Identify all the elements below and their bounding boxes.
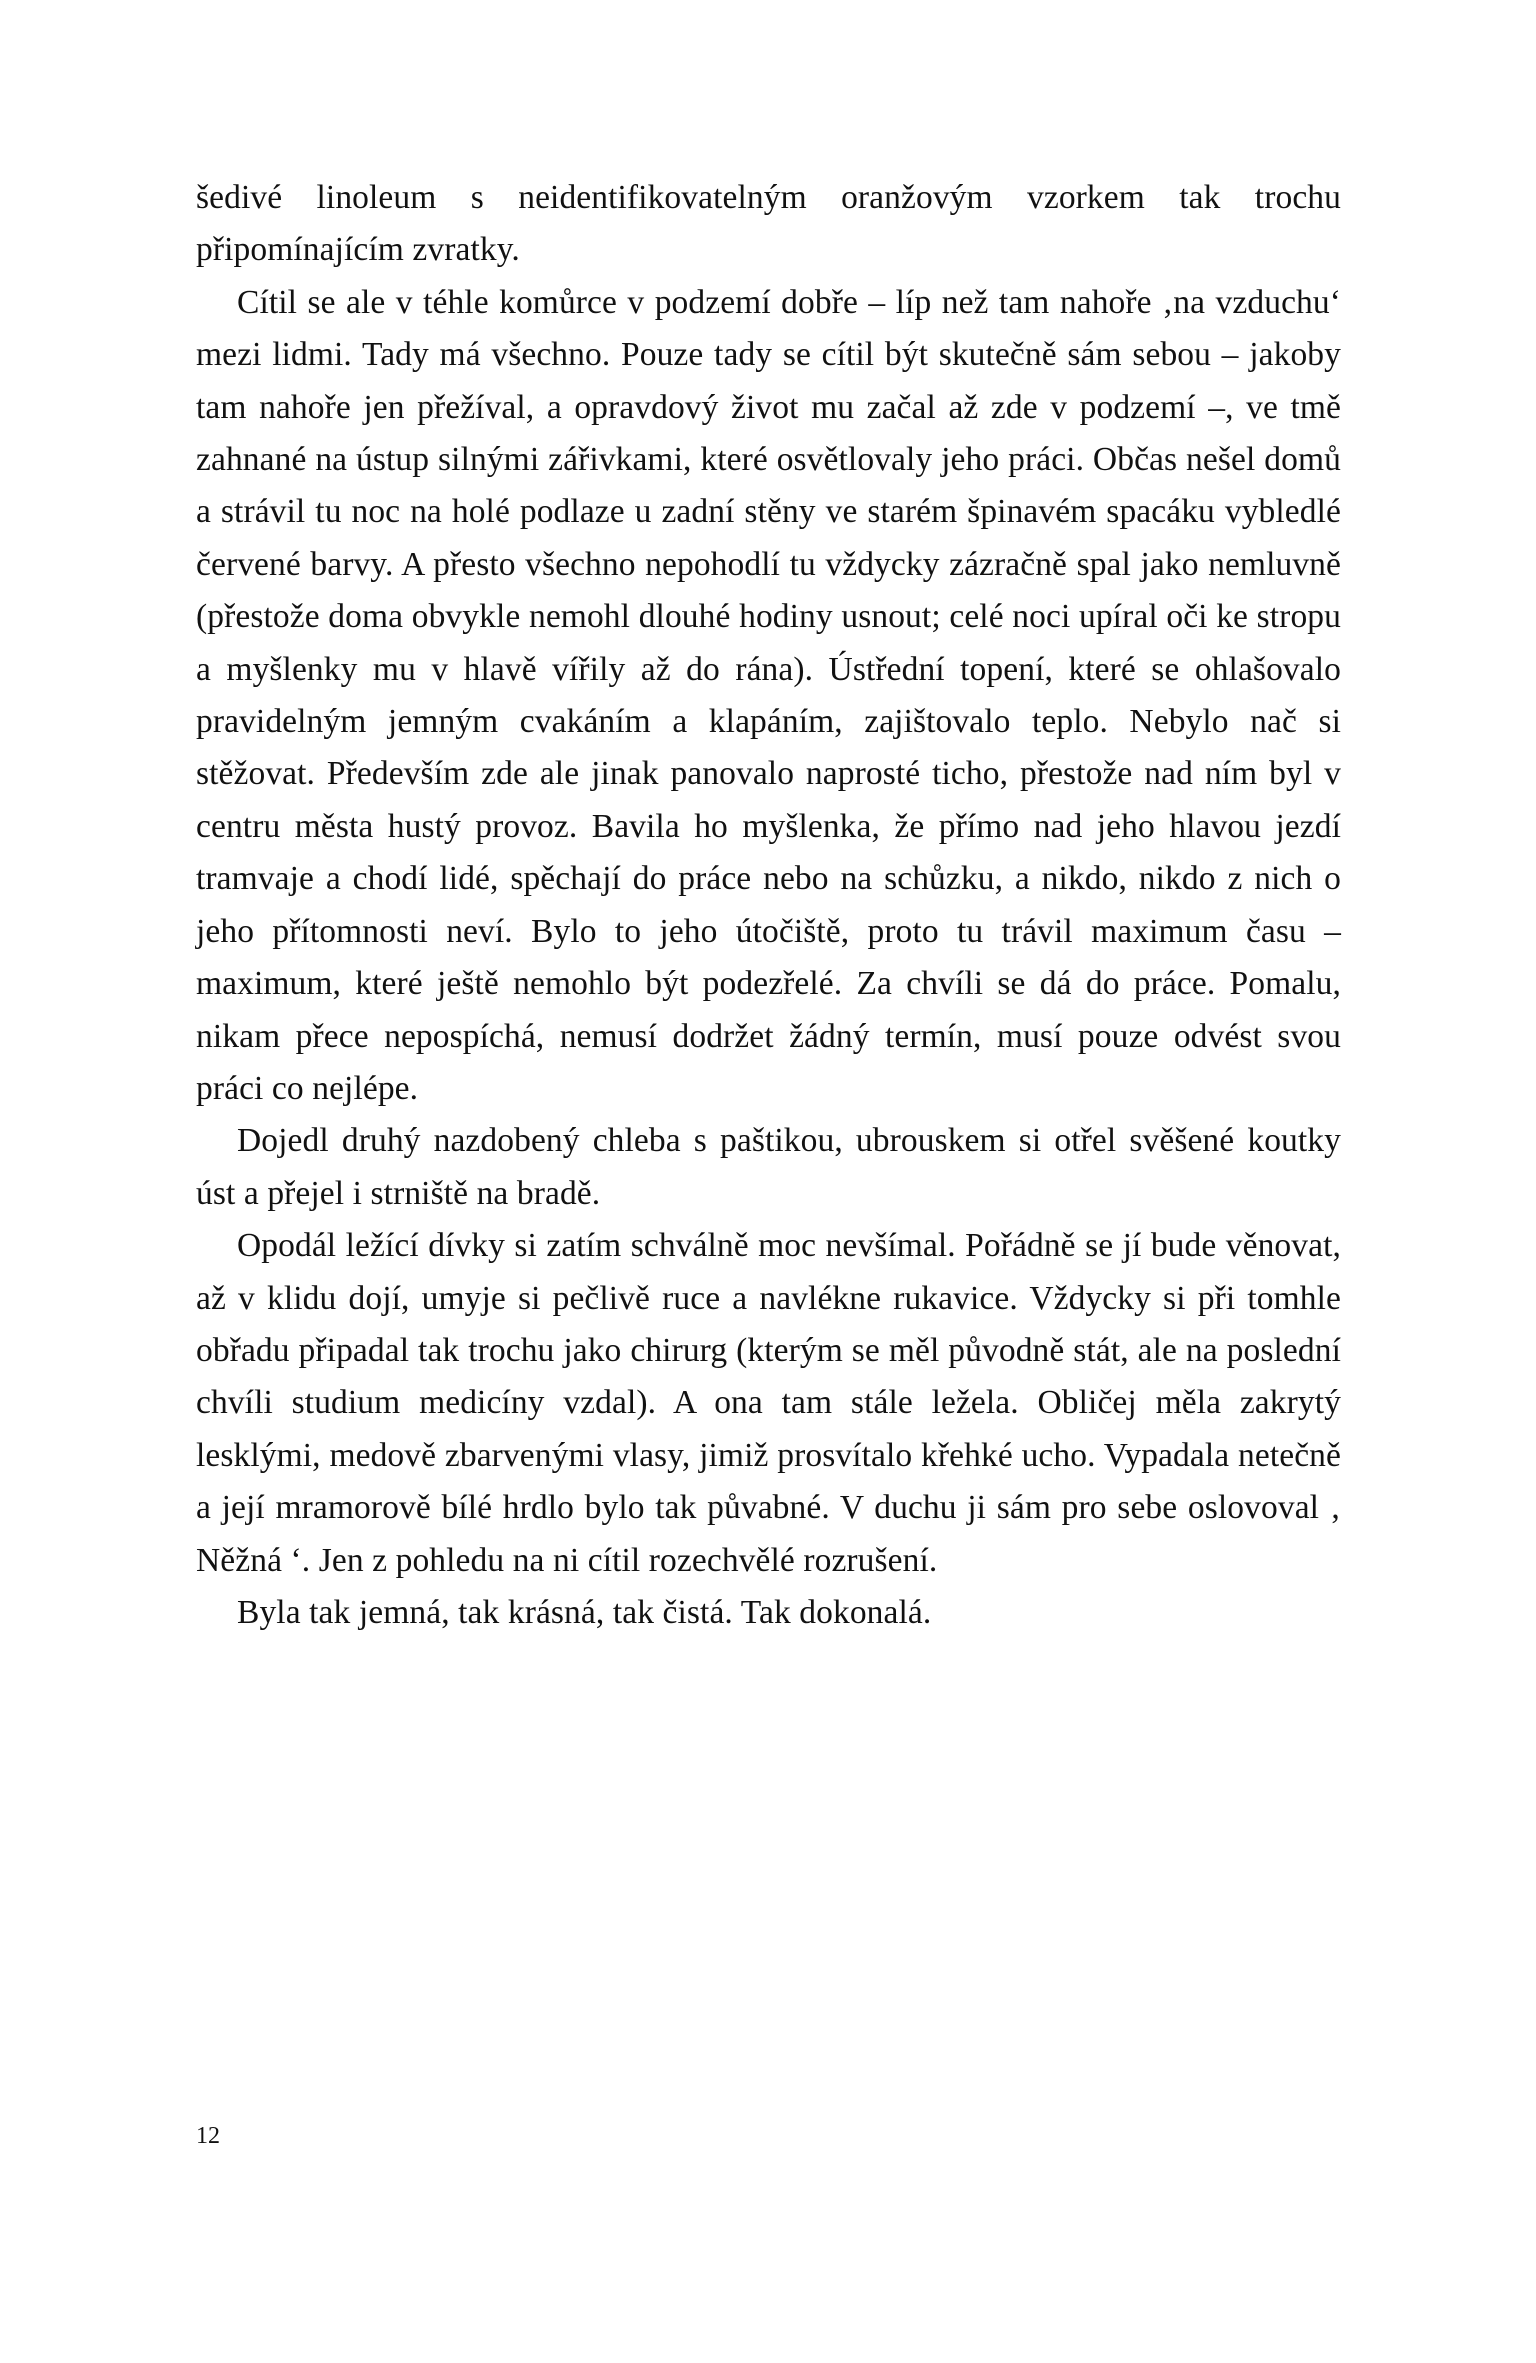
paragraph: šedivé linoleum s neidentifikovatelným oranžovým vzorkem tak trochu připomínajícím zvratky. [196, 179, 1341, 269]
page-number: 12 [196, 2123, 220, 2149]
body-text [196, 172, 1341, 1639]
paragraph: Byla tak jemná, tak krásná, tak čistá. Tak dokonalá. [237, 1593, 932, 1631]
paragraph: Opodál ležící dívky si zatím schválně moc nevšímal. Pořádně se jí bude věnovat, až v klidu dojí, umyje si pečlivě ruce a navlékne rukavice. Vždycky si při tomhle obřadu připadal tak trochu jako chirurg (kterým se měl původně stát, ale na poslední chvíli studium medicíny vzdal). A ona tam stále ležela. Obličej měla zakrytý lesklými, medově zbarvenými vlasy, jimiž prosvítalo křehké ucho. Vypadala netečně a její mramorově bílé hrdlo bylo tak půvabné. V duchu ji sám pro sebe oslovoval ‚ Něžná ‘. Jen z pohledu na ni cítil rozechvělé rozrušení. [196, 1227, 1341, 1579]
paragraph: Cítil se ale v téhle komůrce v podzemí dobře – líp než tam nahoře ‚na vzduchu‘ mezi lidmi. Tady má všechno. Pouze tady se cítil být skutečně sám sebou – jakoby tam nahoře jen přežíval, a opravdový život mu začal až zde v podzemí –, ve tmě zahnané na ústup silnými zářivkami, které osvětlovaly jeho práci. Občas nešel domů a strávil tu noc na holé podlaze u zadní stěny ve starém špinavém spacáku vybledlé červené barvy. A přesto všechno nepohodlí tu vždycky zázračně spal jako nemluvně (přestože doma obvykle nemohl dlouhé hodiny usnout; celé noci upíral oči ke stropu a myšlenky mu v hlavě vířily až do rána). Ústřední topení, které se ohlašovalo pravidelným jemným cvakáním a klapáním, zajištovalo teplo. Nebylo nač si stěžovat. Především zde ale jinak panovalo naprosté ticho, přestože nad ním byl v centru města hustý provoz. Bavila ho myšlenka, že přímo nad jeho hlavou jezdí tramvaje a chodí lidé, spěchají do práce nebo na schůzku, a nikdo, nikdo z nich o jeho přítomnosti neví. Bylo to jeho útočiště, proto tu trávil maximum času – maximum, které ještě nemohlo být podezřelé. Za chvíli se dá do práce. Pomalu, nikam přece nepospíchá, nemusí dodržet žádný termín, musí pouze odvést svou práci co nejlépe. [196, 283, 1341, 1107]
paragraph: Dojedl druhý nazdobený chleba s paštikou, ubrouskem si otřel svěšené koutky úst a přejel i strniště na bradě. [196, 1122, 1341, 1212]
